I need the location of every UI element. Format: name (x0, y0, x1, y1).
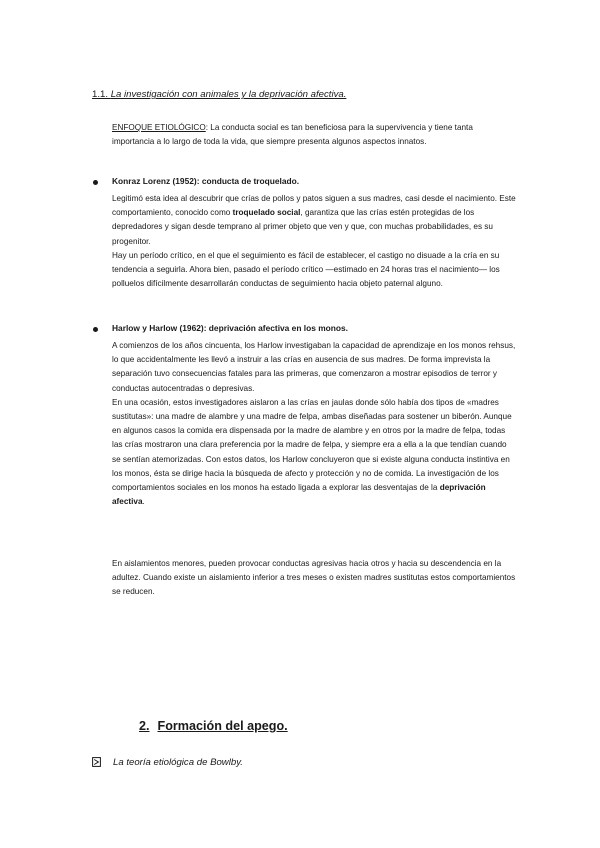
section-2-title: Formación del apego. (157, 719, 288, 733)
section-2-number: 2. (139, 719, 150, 733)
harlow-text: . (142, 497, 145, 507)
harlow-body (112, 339, 517, 509)
aislamientos-paragraph: En aislamientos menores, pueden provocar conductas agresivas hacia otros y hacia su descendencia en la adultez. Cuando existe un aislamiento inferior a tres meses o existen madres sustitutas estos comportamientos se reducen. (112, 559, 516, 597)
section-2-heading (139, 719, 288, 733)
lorenz-text: Legitimó esta idea al descubrir que crías de pollos y patos siguen a sus madres, casi desde el nacimiento. Este comportamiento, conocido como (112, 194, 516, 218)
troquelado-social-term: troquelado social (232, 208, 301, 218)
bullet-icon (93, 327, 98, 332)
checkbox-arrow-icon (92, 757, 101, 767)
enfoque-label: ENFOQUE ETIOLÓGICO (112, 123, 206, 132)
enfoque-text: : La conducta social es tan beneficiosa para la supervivencia y tiene tanta importancia a lo largo de toda la vida, que siempre presenta algunos aspectos innatos. (112, 123, 473, 147)
lorenz-text: , garantiza que las crías estén protegidas de los depredadores y sigan desde temprano al primer objeto que ven y que, con muchas probabilidades, es su progenitor. (112, 208, 493, 246)
enfoque-paragraph (112, 121, 517, 149)
lorenz-heading: Konraz Lorenz (1952): conducta de troquelado. (112, 176, 300, 186)
harlow-text: En una ocasión, estos investigadores aislaron a las crías en jaulas donde sólo había dos tipos de «madres sustitutas»: una madre de alambre y una madre de felpa, ambas diseñadas para sostener un biberón. Aunque en algunos casos la comida era dispensada por la madre de alambre y en otros por la madre de felpa, todas las crías mostraron una clara preferencia por la madre de felpa, y siempre era a ella a la que tendían cuando se sentían atemorizadas. Con estos datos, los Harlow concluyeron que si existe alguna conducta instintiva en los monos, ésta se dirige hacia la búsqueda de afecto y protección y no de comida. La investigación de los comportamientos sociales en los monos ha estado ligada a explorar las desventajas de la (112, 397, 512, 493)
harlow-paragraph-1: A comienzos de los años cincuenta, los Harlow investigaban la capacidad de aprendizaje en los monos rehsus, lo que accidentalmente les llevó a instruir a las crías en ausencia de sus madres. De forma imprevista la separación tuvo consecuencias fatales para las primeras, que comenzaron a mostrar episodios de terror y conductas autocentradas o depresivas. (112, 341, 516, 393)
lorenz-body (112, 192, 517, 291)
harlow-paragraph-2 (112, 396, 517, 510)
section-title-text: La investigación con animales y la deprivación afectiva. (110, 89, 347, 100)
section-number: 1.1. (92, 89, 109, 100)
lorenz-paragraph-2: Hay un período crítico, en el que el seguimiento es fácil de establecer, el castigo no disuade a la cría en su tendencia a seguirla. Ahora bien, pasado el período crítico —estimado en 24 horas tras el nacimiento— los polluelos difícilmente desarrollarán conductas de seguimiento hacia objeto paternal alguno. (112, 250, 500, 289)
lorenz-paragraph-1 (112, 192, 517, 249)
subsection-title: La teoría etiológica de Bowlby. (113, 757, 243, 768)
deprivacion-afectiva-term: deprivación afectiva (112, 483, 486, 507)
harlow-heading: Harlow y Harlow (1962): deprivación afectiva en los monos. (112, 323, 348, 333)
bullet-icon (93, 180, 98, 185)
section-title (92, 89, 346, 100)
